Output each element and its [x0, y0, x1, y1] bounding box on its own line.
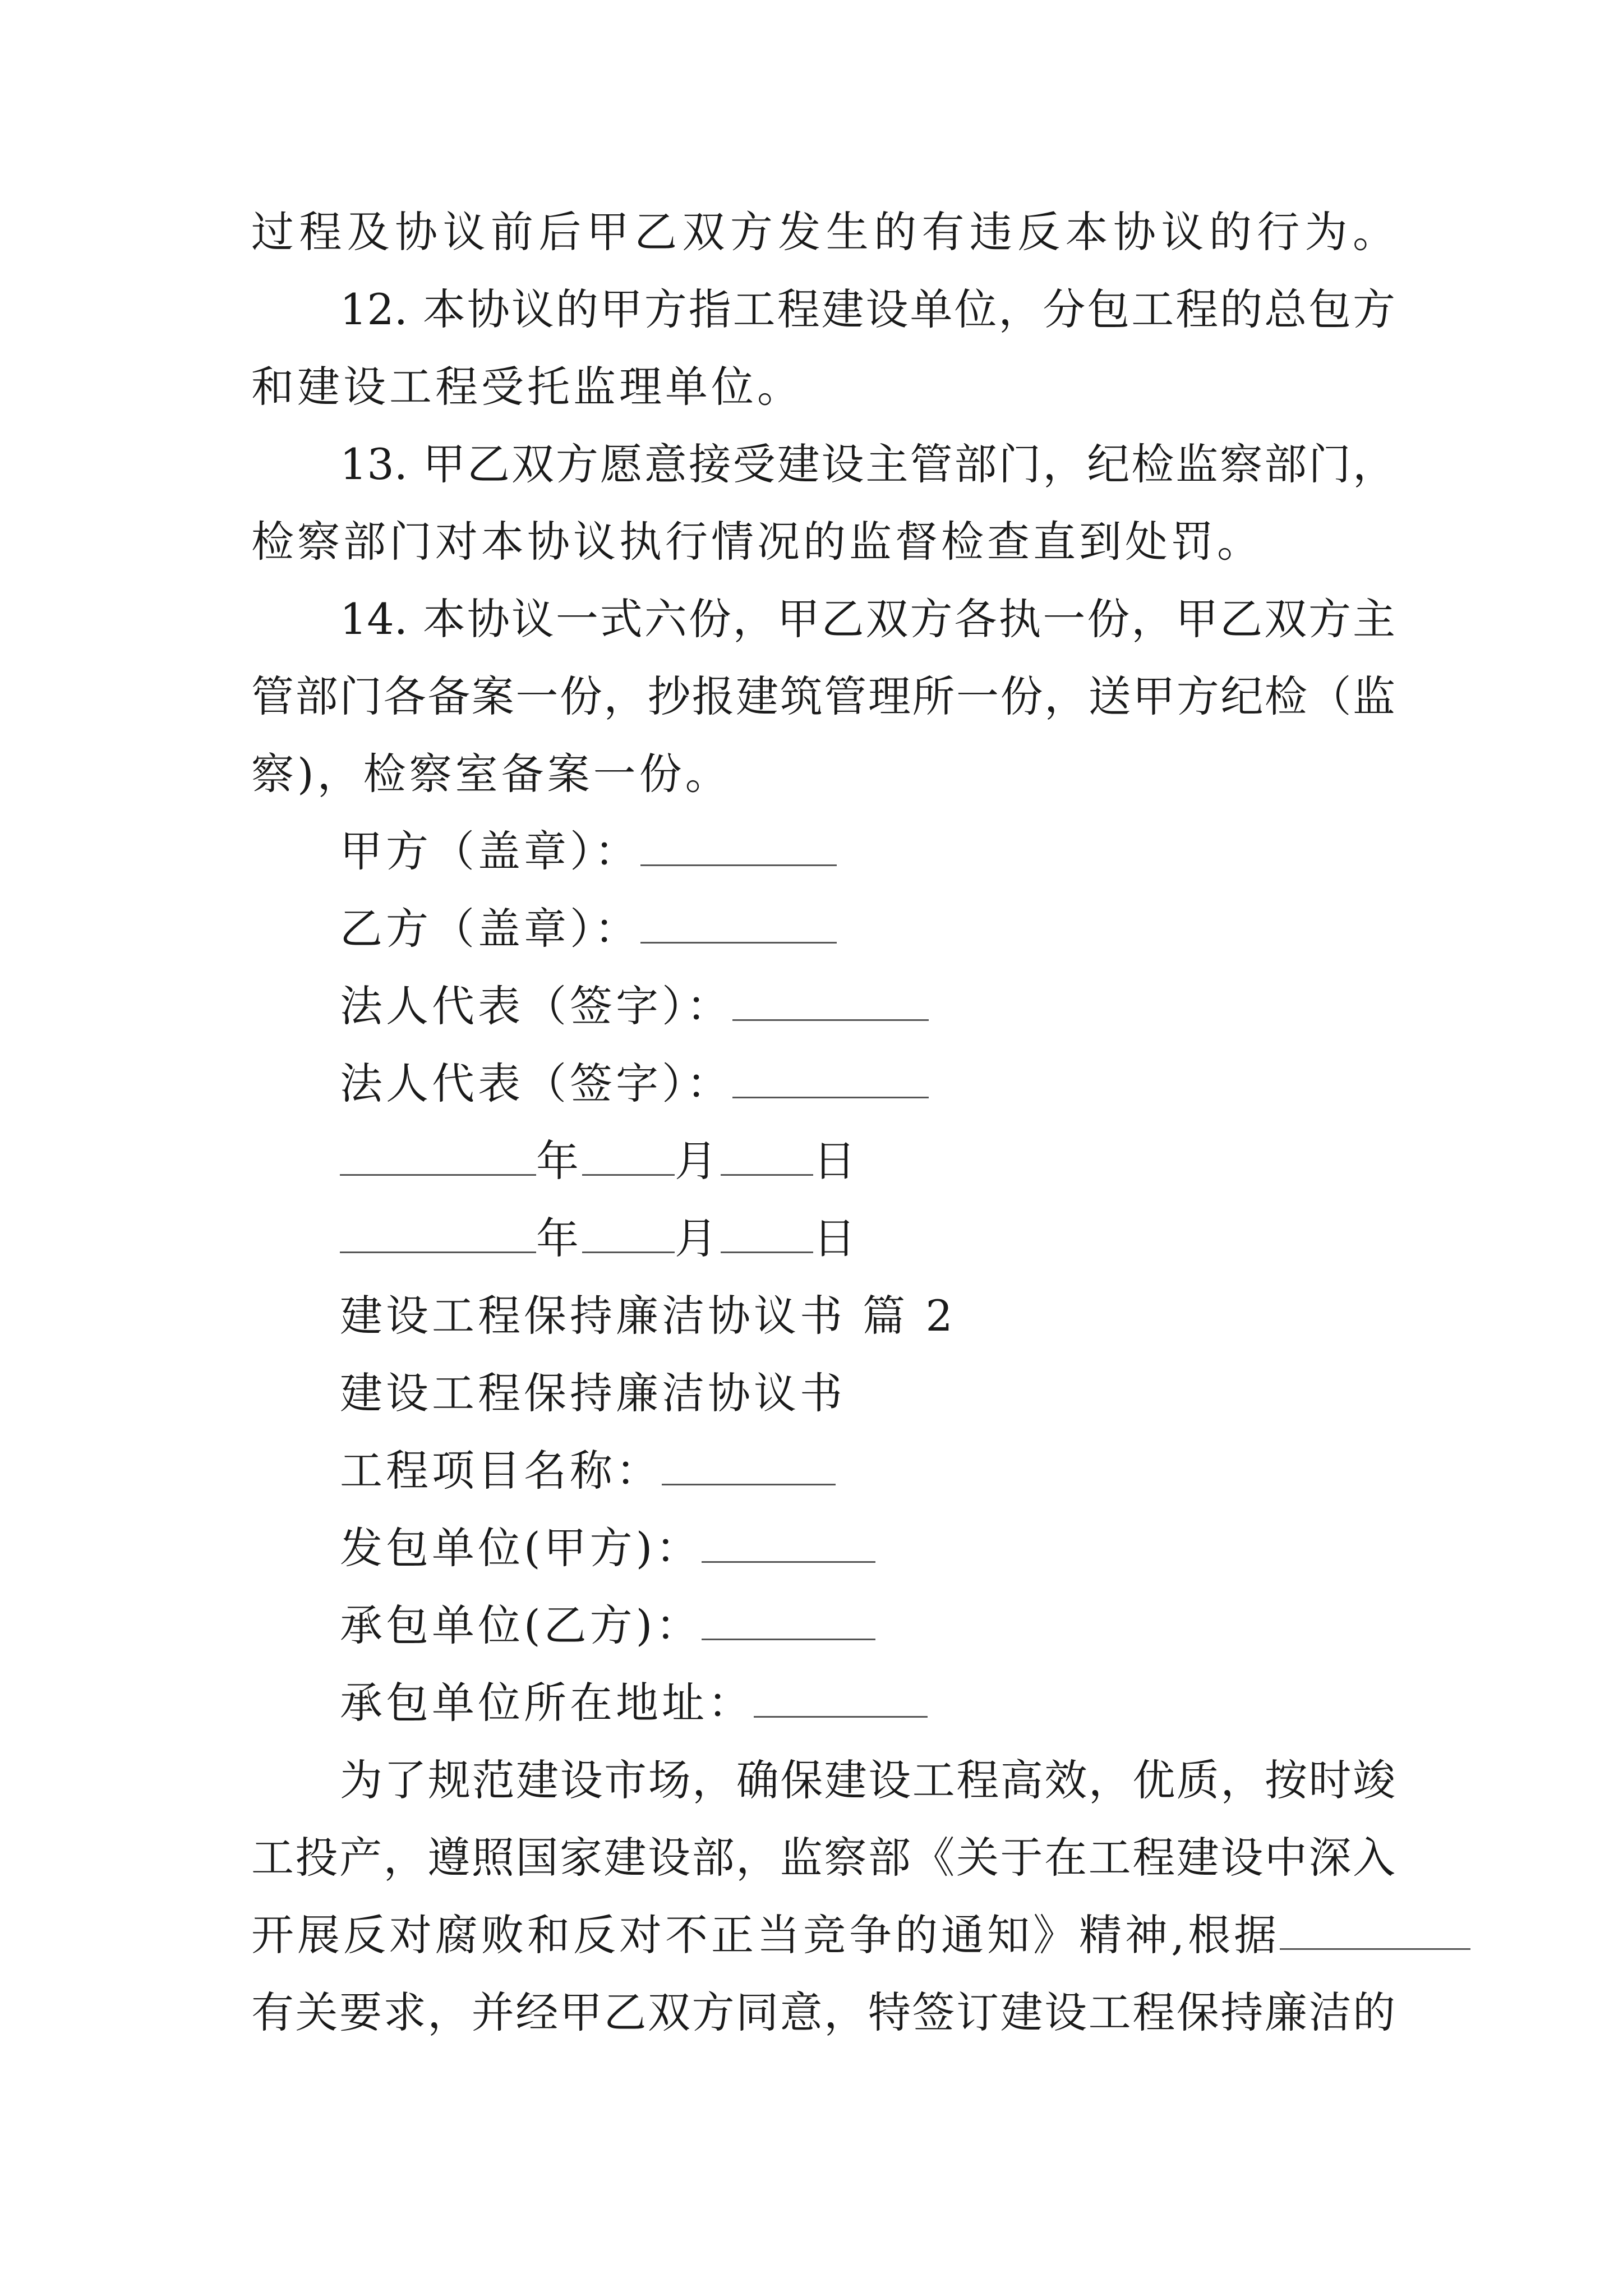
date-1-day-blank[interactable] — [721, 1134, 813, 1176]
signature-party-b — [251, 890, 1395, 968]
field-contractor-address — [251, 1664, 1395, 1742]
preamble-line-3 — [251, 1897, 1395, 1974]
field-employer — [251, 1510, 1395, 1587]
date-line-2 — [251, 1200, 1395, 1277]
field-project-name-blank[interactable] — [662, 1443, 836, 1485]
preamble-line-1: 为了规范建设市场，确保建设工程高效，优质，按时竣 — [340, 1755, 1395, 1805]
clause-12-line-1: 12. 本协议的甲方指工程建设单位，分包工程的总包方 — [340, 284, 1395, 334]
field-contractor-label: 承包单位(乙方)： — [340, 1600, 702, 1650]
signature-party-a — [251, 813, 1395, 890]
clause-13-line-2: 检察部门对本协议执行情况的监督检查直到处罚。 — [251, 517, 1263, 567]
date-1-year-label: 年 — [536, 1136, 582, 1186]
date-2-year-label: 年 — [536, 1213, 582, 1263]
preamble-basis-blank[interactable] — [1280, 1908, 1470, 1950]
field-employer-label: 发包单位(甲方)： — [340, 1523, 702, 1573]
date-1-month-blank[interactable] — [582, 1134, 675, 1176]
date-line-1 — [251, 1122, 1395, 1200]
date-1-day-label: 日 — [813, 1136, 859, 1186]
signature-legal-rep-1-blank[interactable] — [732, 979, 929, 1021]
clause-14-line-3: 察)，检察室备案一份。 — [251, 749, 731, 799]
preamble-line-3-text: 开展反对腐败和反对不正当竞争的通知》精神,根据 — [251, 1910, 1280, 1960]
field-contractor-blank[interactable] — [702, 1598, 875, 1640]
clause-14-line-2: 管部门各备案一份，抄报建筑管理所一份，送甲方纪检（监 — [251, 671, 1395, 721]
clause-13-line-1: 13. 甲乙双方愿意接受建设主管部门，纪检监察部门， — [340, 439, 1395, 489]
date-2-month-blank[interactable] — [582, 1211, 675, 1253]
signature-party-b-label: 乙方（盖章）： — [340, 904, 640, 954]
field-contractor-address-blank[interactable] — [754, 1676, 928, 1718]
clause-11-tail: 过程及协议前后甲乙双方发生的有违反本协议的行为。 — [251, 207, 1395, 257]
field-contractor-address-label: 承包单位所在地址： — [340, 1678, 754, 1728]
signature-legal-rep-1-label: 法人代表（签字）： — [340, 981, 732, 1031]
signature-party-a-blank[interactable] — [640, 824, 837, 866]
date-1-year-blank[interactable] — [340, 1134, 536, 1176]
signature-party-b-blank[interactable] — [640, 901, 837, 944]
clause-14-line-1: 14. 本协议一式六份，甲乙双方各执一份，甲乙双方主 — [340, 594, 1395, 644]
field-contractor — [251, 1587, 1395, 1664]
clause-12-line-2: 和建设工程受托监理单位。 — [251, 362, 803, 412]
signature-legal-rep-2-label: 法人代表（签字）： — [340, 1059, 732, 1108]
field-employer-blank[interactable] — [702, 1521, 875, 1563]
signature-legal-rep-2-blank[interactable] — [732, 1056, 929, 1098]
agreement-title: 建设工程保持廉洁协议书 — [340, 1368, 846, 1418]
signature-legal-rep-1 — [251, 968, 1395, 1045]
date-2-day-blank[interactable] — [721, 1211, 813, 1253]
date-2-year-blank[interactable] — [340, 1211, 536, 1253]
signature-legal-rep-2 — [251, 1045, 1395, 1122]
date-2-day-label: 日 — [813, 1213, 859, 1263]
signature-party-a-label: 甲方（盖章）： — [340, 826, 640, 876]
date-1-month-label: 月 — [675, 1136, 721, 1186]
document-page — [251, 194, 1395, 2051]
date-2-month-label: 月 — [675, 1213, 721, 1263]
preamble-line-4: 有关要求，并经甲乙双方同意，特签订建设工程保持廉洁的 — [251, 1987, 1395, 2037]
section-heading: 建设工程保持廉洁协议书 篇 2 — [340, 1291, 956, 1341]
preamble-line-2: 工投产，遵照国家建设部，监察部《关于在工程建设中深入 — [251, 1833, 1395, 1883]
field-project-name — [251, 1432, 1395, 1510]
field-project-name-label: 工程项目名称： — [340, 1446, 662, 1496]
